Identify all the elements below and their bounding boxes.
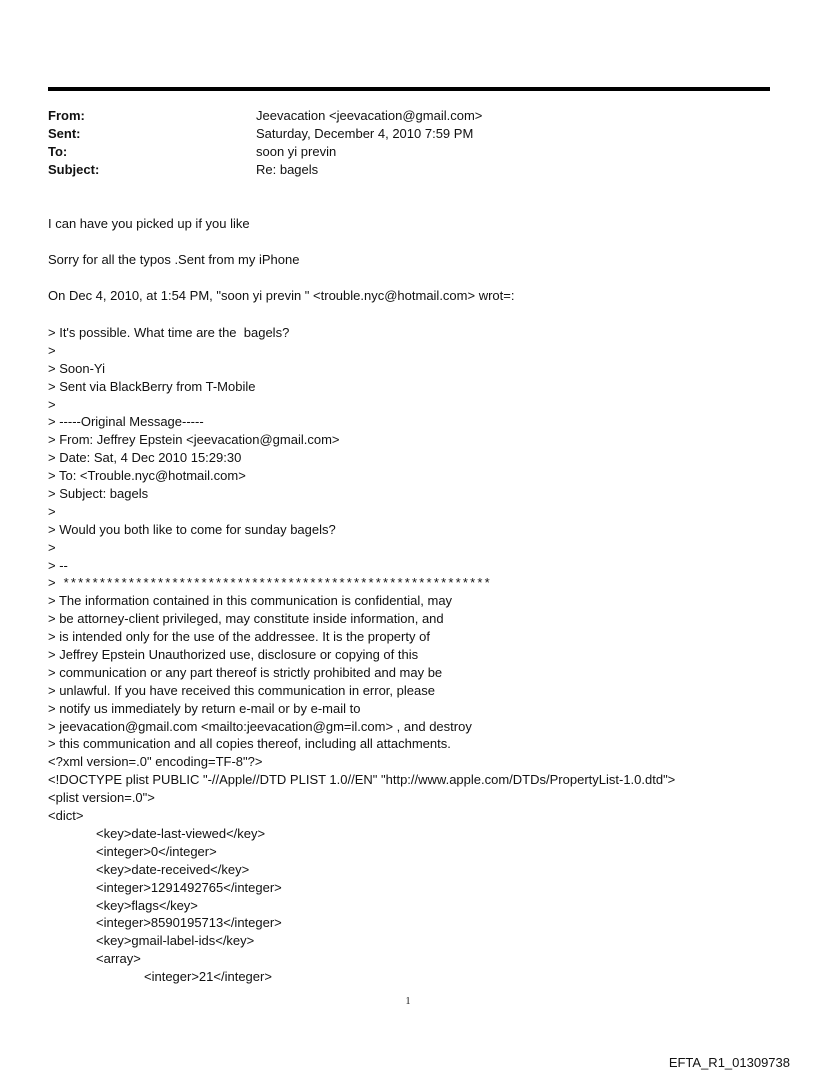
quoted-line: > From: Jeffrey Epstein <jeevacation@gmail.com> <box>48 432 340 448</box>
quoted-line: > <box>48 396 56 412</box>
body-paragraph: I can have you picked up if you like <box>48 216 250 231</box>
header-value-to: soon yi previn <box>256 144 337 159</box>
disclaimer-line: > The information contained in this communication is confidential, may <box>48 593 453 609</box>
quoted-line: > Sent via BlackBerry from T-Mobile <box>48 378 256 394</box>
plist-line: <key>date-last-viewed</key> <box>96 825 266 841</box>
quoted-line: > -----Original Message----- <box>48 414 204 430</box>
disclaimer-line: > be attorney-client privileged, may constitute inside information, and <box>48 611 444 627</box>
header-label-to: To: <box>48 144 68 159</box>
disclaimer-line: > unlawful. If you have received this communication in error, please <box>48 682 435 698</box>
email-body-intro <box>48 215 768 323</box>
plist-line: <key>flags</key> <box>96 897 198 913</box>
header-row-from <box>48 107 748 125</box>
plist-line: <integer>0</integer> <box>96 843 217 859</box>
quoted-line: > <box>48 342 56 358</box>
header-value-sent: Saturday, December 4, 2010 7:59 PM <box>256 126 474 141</box>
plist-line: <key>gmail-label-ids</key> <box>96 933 255 949</box>
plist-line: <key>date-received</key> <box>96 861 250 877</box>
plist-line: <integer>8590195713</integer> <box>96 915 282 931</box>
quoted-line: > <box>48 539 56 555</box>
plist-line: <!DOCTYPE plist PUBLIC "-//Apple//DTD PLIST 1.0//EN" "http://www.apple.com/DTDs/PropertyList-1.0.dtd"> <box>48 772 676 788</box>
plist-line: <integer>21</integer> <box>144 969 272 985</box>
header-row-subject <box>48 161 748 179</box>
header-label-sent: Sent: <box>48 126 81 141</box>
plist-line: <array> <box>96 951 141 967</box>
quoted-line: > Would you both like to come for sunday bagels? <box>48 521 336 537</box>
header-row-to <box>48 143 748 161</box>
quoted-message-block <box>48 324 768 986</box>
quoted-line: > To: <Trouble.nyc@hotmail.com> <box>48 468 246 484</box>
plist-line: <dict> <box>48 808 84 824</box>
disclaimer-line: > jeevacation@gmail.com <mailto:jeevacation@gm=il.com> , and destroy <box>48 718 472 734</box>
disclaimer-line: > communication or any part thereof is strictly prohibited and may be <box>48 664 443 680</box>
document-id-stamp: EFTA_R1_01309738 <box>668 1055 790 1070</box>
quoted-line: > It's possible. What time are the bagels? <box>48 325 290 340</box>
quoted-line: > Soon-Yi <box>48 360 105 376</box>
page-number: 1 <box>405 996 411 1007</box>
plist-line: <plist version=.0"> <box>48 790 155 806</box>
disclaimer-line: > Jeffrey Epstein Unauthorized use, disclosure or copying of this <box>48 647 419 663</box>
header-label-from: From: <box>48 108 85 123</box>
disclaimer-line: > notify us immediately by return e-mail or by e-mail to <box>48 700 361 716</box>
header-value-subject: Re: bagels <box>256 162 319 177</box>
quoted-line: > Date: Sat, 4 Dec 2010 15:29:30 <box>48 450 242 466</box>
disclaimer-line: > this communication and all copies thereof, including all attachments. <box>48 736 451 752</box>
reply-attribution-line: On Dec 4, 2010, at 1:54 PM, "soon yi previn " <trouble.nyc@hotmail.com> wrot=: <box>48 288 515 303</box>
quoted-line: > <box>48 503 56 519</box>
header-divider-rule <box>48 87 770 91</box>
header-label-subject: Subject: <box>48 162 100 177</box>
plist-line: <integer>1291492765</integer> <box>96 879 282 895</box>
header-value-from: Jeevacation <jeevacation@gmail.com> <box>256 108 483 123</box>
quoted-line: > Subject: bagels <box>48 486 149 502</box>
disclaimer-separator-line: > *********************************************************** <box>48 575 492 591</box>
disclaimer-line: > is intended only for the use of the addressee. It is the property of <box>48 629 430 645</box>
email-header-block <box>48 107 748 179</box>
quoted-line: > -- <box>48 557 68 573</box>
body-paragraph: Sorry for all the typos .Sent from my iPhone <box>48 252 300 267</box>
plist-line: <?xml version=.0" encoding=TF-8"?> <box>48 754 263 770</box>
header-row-sent <box>48 125 748 143</box>
